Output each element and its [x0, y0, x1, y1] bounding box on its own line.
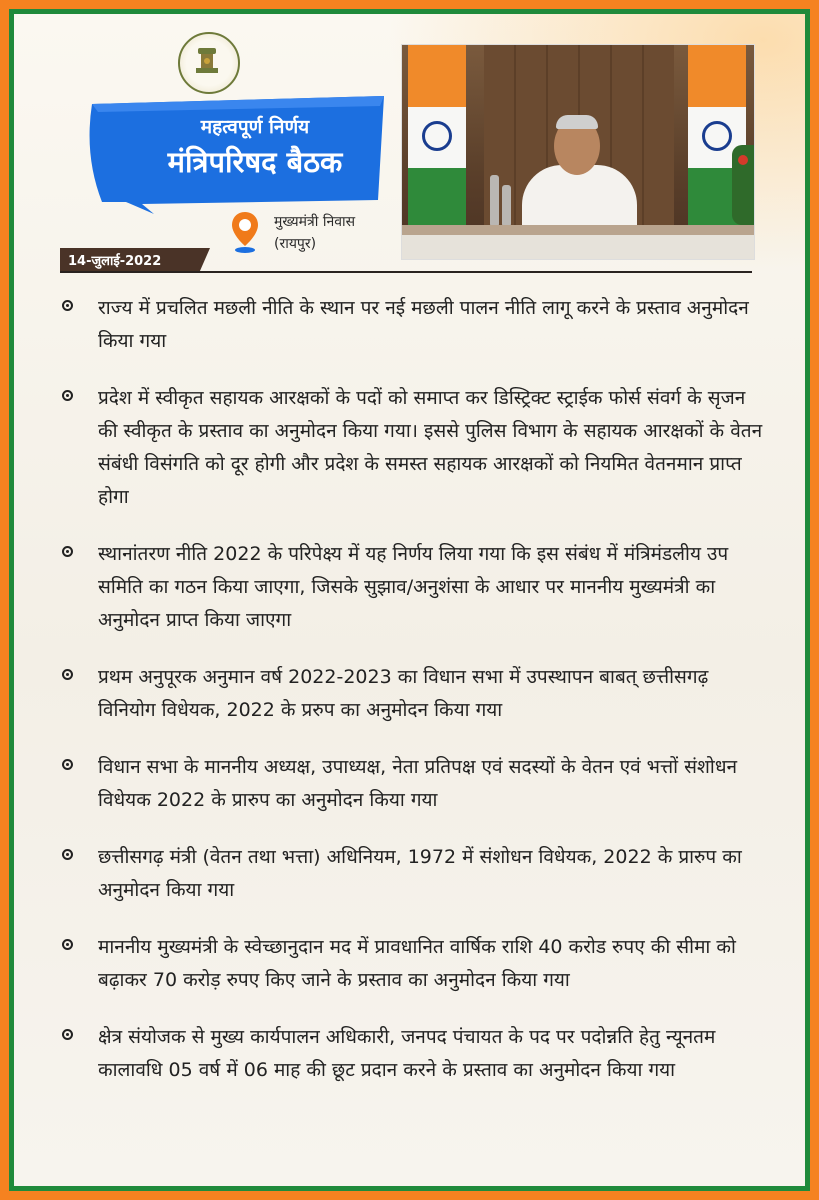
list-item	[58, 931, 770, 997]
photo-bottle	[490, 175, 499, 227]
list-item	[58, 751, 770, 817]
decision-text: विधान सभा के माननीय अध्यक्ष, उपाध्यक्ष, नेता प्रतिपक्ष एवं सदस्यों के वेतन एवं भत्तों संशोधन विधेयक 2022 के प्रारुप का अनुमोदन किया गया	[98, 756, 738, 811]
decision-text: छत्तीसगढ़ मंत्री (वेतन तथा भत्ता) अधिनियम, 1972 में संशोधन विधेयक, 2022 के प्रारुप का अनुमोदन किया गया	[98, 846, 742, 901]
emblem-icon	[192, 44, 222, 78]
location-city: (रायपुर)	[274, 236, 317, 252]
bullet-icon	[62, 390, 73, 401]
meeting-photo	[401, 44, 755, 260]
list-item	[58, 292, 770, 358]
bullet-icon	[62, 300, 73, 311]
bullet-icon	[62, 759, 73, 770]
bullet-icon	[62, 939, 73, 950]
emblem-seal	[178, 32, 240, 94]
decision-text: माननीय मुख्यमंत्री के स्वेच्छानुदान मद में प्रावधानित वार्षिक राशि 40 करोड रुपए की सीमा को बढ़ाकर 70 करोड़ रुपए किए जाने के प्रस्ताव का अनुमोदन किया गया	[98, 936, 736, 991]
location-name: मुख्यमंत्री निवास	[274, 214, 356, 230]
bullet-icon	[62, 669, 73, 680]
bullet-icon	[62, 546, 73, 557]
decision-text: राज्य में प्रचलित मछली नीति के स्थान पर नई मछली पालन नीति लागू करने के प्रस्ताव अनुमोदन किया गया	[98, 297, 749, 352]
list-item	[58, 538, 770, 637]
header-divider	[60, 271, 752, 273]
bullet-icon	[62, 849, 73, 860]
bullet-icon	[62, 1029, 73, 1040]
list-item	[58, 1021, 770, 1087]
list-item	[58, 841, 770, 907]
location-pin-icon	[230, 210, 260, 254]
decision-text: क्षेत्र संयोजक से मुख्य कार्यपालन अधिकारी, जनपद पंचायत के पद पर पदोन्नति हेतु न्यूनतम कालावधि 05 वर्ष में 06 माह की छूट प्रदान करने के प्रस्ताव का अनुमोदन किया गया	[98, 1026, 716, 1081]
photo-desk	[402, 235, 754, 259]
decision-list	[58, 292, 770, 1087]
meeting-date: 14-जुलाई-2022	[68, 254, 162, 269]
decision-text: स्थानांतरण नीति 2022 के परिपेक्ष्य में यह निर्णय लिया गया कि इस संबंध में मंत्रिमंडलीय उप समिति का गठन किया जाएगा, जिसके सुझाव/अनुशंसा के आधार पर माननीय मुख्यमंत्री का अनुमोदन प्राप्त किया जाएगा	[98, 543, 729, 631]
list-item	[58, 382, 770, 514]
title-line2: मंत्रिपरिषद बैठक	[167, 145, 343, 179]
decision-text: प्रदेश में स्वीकृत सहायक आरक्षकों के पदों को समाप्त कर डिस्ट्रिक्ट स्ट्राईक फोर्स संवर्ग के सृजन की स्वीकृत के प्रस्ताव का अनुमोदन किया गया। इससे पुलिस विभाग के सहायक आरक्षकों के वेतन संबंधी विसंगति को दूर होगी और प्रदेश के समस्त सहायक आरक्षकों को नियमित वेतनमान प्राप्त होगा	[98, 387, 763, 508]
photo-flag-left	[408, 45, 466, 230]
photo-person-hair	[556, 115, 598, 129]
list-item	[58, 661, 770, 727]
title-line1: महत्वपूर्ण निर्णय	[200, 116, 310, 138]
decision-text: प्रथम अनुपूरक अनुमान वर्ष 2022-2023 का विधान सभा में उपस्थापन बाबत् छत्तीसगढ़ विनियोग विधेयक, 2022 के प्ररुप का अनुमोदन किया गया	[98, 666, 709, 721]
photo-bottle	[502, 185, 511, 227]
photo-flower	[738, 155, 748, 165]
